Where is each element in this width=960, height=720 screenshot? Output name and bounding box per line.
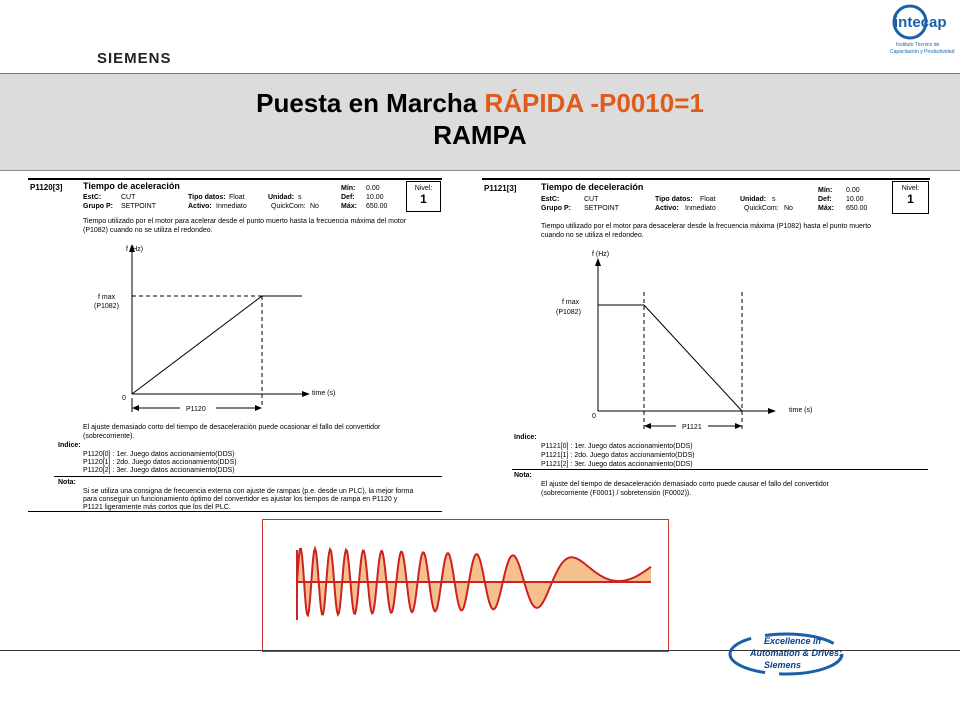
left-min-value: 0.00	[366, 185, 380, 192]
right-min-label: Mín:	[818, 187, 833, 194]
left-nota-line1: Si se utiliza una consigna de frecuencia externa con ajuste de rampas (p.e. desde un PLC), la mejor forma	[83, 488, 414, 495]
right-ramp-line	[644, 305, 742, 411]
left-note-line2: (sobrecorriente).	[83, 433, 135, 440]
right-unidad-label: Unidad:	[740, 196, 767, 203]
right-def-label: Def:	[818, 196, 832, 203]
left-quick-label: QuickCom:	[271, 203, 306, 210]
excellence-logo	[728, 630, 856, 678]
right-indice-label: Indice:	[514, 434, 537, 441]
left-top-rule	[28, 178, 442, 180]
left-zero-label: 0	[122, 395, 126, 402]
left-fmax-label: f max	[98, 294, 116, 301]
left-index-0: P1120[0] : 1er. Juego datos accionamiento(DDS)	[83, 451, 235, 458]
title-part1: Puesta en Marcha	[256, 88, 485, 118]
page-title	[0, 88, 960, 118]
title-part2: RÁPIDA -P0010=1	[484, 88, 704, 118]
right-fmax-param: (P1082)	[556, 309, 581, 316]
right-grupo-label: Grupo P:	[541, 205, 571, 212]
left-activo-label: Activo:	[188, 203, 212, 210]
left-index-2: P1120[2] : 3er. Juego datos accionamiento(DDS)	[83, 467, 235, 474]
right-x-arrow	[768, 408, 776, 414]
right-nota-label: Nota:	[514, 472, 532, 479]
left-bottom-rule	[28, 511, 442, 512]
right-min-value: 0.00	[846, 187, 860, 194]
left-nivel-box	[406, 181, 441, 212]
intecap-logo	[888, 2, 956, 60]
right-span-label: P1121	[682, 424, 702, 431]
left-accel-diagram	[88, 238, 348, 418]
left-param-name: Tiempo de aceleración	[83, 181, 180, 191]
right-x-axis-label: time (s)	[789, 407, 813, 414]
excellence-line2: Automation & Drives:	[750, 648, 843, 658]
left-grupo-label: Grupo P:	[83, 203, 113, 210]
right-nivel-label: Nivel:	[901, 185, 920, 192]
left-max-value: 650.00	[366, 203, 388, 210]
right-parameter-panel	[482, 178, 932, 508]
left-note-line1: El ajuste demasiado corto del tiempo de desaceleración puede ocasionar el fallo del convertidor	[83, 424, 381, 431]
left-unidad-label: Unidad:	[268, 194, 295, 201]
right-tipo-label: Tipo datos:	[655, 196, 693, 203]
right-param-name: Tiempo de deceleración	[541, 182, 644, 192]
left-min-label: Mín:	[341, 185, 356, 192]
left-nota-line3: P1121 ligeramente más cortos que los del PLC.	[83, 504, 231, 511]
right-desc-line1: Tiempo utilizado por el motor para desacelerar desde la frecuencia máxima (P1082) hasta el punto muerto	[541, 223, 872, 230]
right-zero-label: 0	[592, 413, 596, 420]
left-nota-line2: para conseguir un funcionamiento óptimo del convertidor es ajustar los tiempos de rampa en P1120 y	[83, 496, 398, 503]
right-nivel-box	[892, 181, 929, 214]
left-param-code: P1120[3]	[30, 183, 63, 192]
right-param-code: P1121[3]	[484, 184, 517, 193]
intecap-wordmark: intecap	[894, 14, 947, 31]
left-indice-label: Indice:	[58, 442, 81, 449]
right-desc-line2: cuando no se utiliza el redondeo.	[541, 232, 644, 239]
right-nota-line2: (sobrecorriente (F0001) / sobretensión (F0002)).	[541, 490, 692, 497]
right-max-value: 650.00	[846, 205, 868, 212]
left-index-1: P1120[1] : 2do. Juego datos accionamiento(DDS)	[83, 459, 237, 466]
left-desc-line2: (P1082) cuando no se utiliza el redondeo.	[83, 227, 213, 234]
right-max-label: Máx:	[818, 205, 834, 212]
left-nota-rule	[54, 476, 442, 477]
right-index-2: P1121[2] : 3er. Juego datos accionamiento(DDS)	[541, 461, 693, 468]
siemens-logo: SIEMENS	[97, 50, 172, 67]
right-estc-label: EstC:	[541, 196, 560, 203]
left-activo-value: Inmediato	[216, 203, 247, 210]
right-index-0: P1121[0] : 1er. Juego datos accionamiento(DDS)	[541, 443, 693, 450]
left-x-arrow	[302, 391, 310, 397]
right-grupo-value: SETPOINT	[584, 205, 620, 212]
left-def-label: Def:	[341, 194, 355, 201]
excellence-line3: Siemens	[764, 660, 802, 670]
right-nota-rule	[512, 469, 928, 470]
right-span-arrow-r	[735, 423, 742, 429]
left-nota-label: Nota:	[58, 479, 76, 486]
right-y-axis-label: f (Hz)	[592, 251, 610, 258]
right-quick-value: No	[784, 205, 793, 212]
page-subtitle: RAMPA	[433, 120, 527, 150]
right-index-1: P1121[1] : 2do. Juego datos accionamiento(DDS)	[541, 452, 695, 459]
intecap-line2: Capacitación y Productividad	[890, 49, 955, 55]
left-unidad-value: s	[298, 194, 302, 201]
right-quick-label: QuickCom:	[744, 205, 779, 212]
left-fmax-param: (P1082)	[94, 303, 119, 310]
intecap-line1: Instituto Técnico de	[896, 42, 940, 48]
right-decel-diagram	[542, 244, 832, 436]
right-unidad-value: s	[772, 196, 776, 203]
decaying-frequency-waveform	[263, 520, 667, 650]
right-activo-label: Activo:	[655, 205, 679, 212]
left-estc-value: CUT	[121, 194, 136, 201]
right-tipo-value: Float	[700, 196, 716, 203]
left-nivel-value: 1	[420, 192, 427, 206]
left-quick-value: No	[310, 203, 319, 210]
left-tipo-label: Tipo datos:	[188, 194, 226, 201]
right-top-rule	[482, 178, 930, 180]
left-span-label: P1120	[186, 406, 206, 413]
left-ramp-line	[132, 296, 262, 394]
left-nivel-label: Nivel:	[414, 185, 433, 192]
left-x-axis-label: time (s)	[312, 390, 336, 397]
right-nota-line1: El ajuste del tiempo de desaceleración demasiado corto puede causar el fallo del convertidor	[541, 481, 829, 488]
left-tipo-value: Float	[229, 194, 245, 201]
left-def-value: 10.00	[366, 194, 384, 201]
right-activo-value: Inmediato	[685, 205, 716, 212]
left-grupo-value: SETPOINT	[121, 203, 157, 210]
right-def-value: 10.00	[846, 196, 864, 203]
right-nivel-value: 1	[907, 192, 914, 206]
left-span-arrow-r	[255, 405, 262, 411]
left-max-label: Máx:	[341, 203, 357, 210]
left-desc-line1: Tiempo utilizado por el motor para acelerar desde el punto muerto hasta la frecuencia máxima del motor	[83, 218, 407, 225]
left-y-axis-label: f (Hz)	[126, 246, 144, 253]
left-parameter-panel	[28, 178, 442, 512]
right-span-arrow-l	[644, 423, 651, 429]
right-fmax-label: f max	[562, 299, 580, 306]
right-estc-value: CUT	[584, 196, 599, 203]
right-y-arrow	[595, 258, 601, 266]
left-span-arrow-l	[132, 405, 139, 411]
left-estc-label: EstC:	[83, 194, 102, 201]
excellence-line1: Excellence in	[764, 636, 822, 646]
